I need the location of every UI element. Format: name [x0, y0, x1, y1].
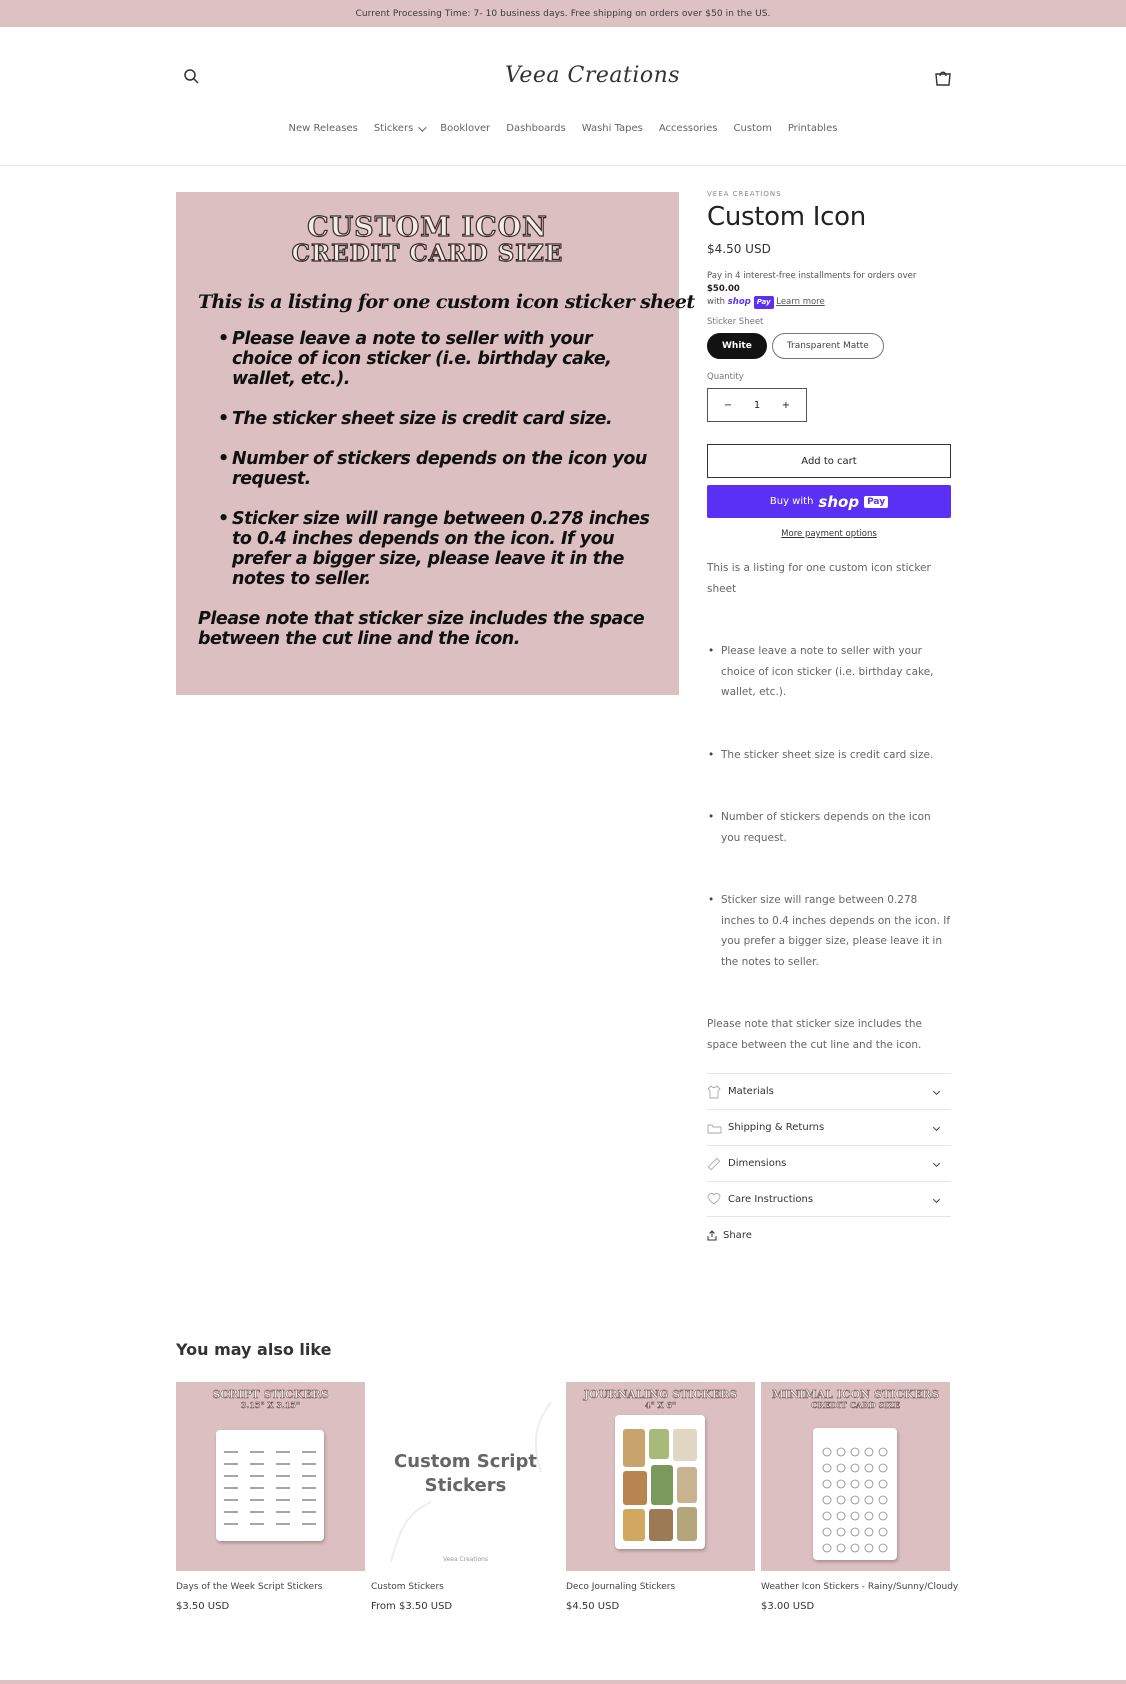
product-card-price: $3.50 USD — [176, 1601, 230, 1612]
description-note: Please note that sticker size includes the space between the cut line and the icon. — [707, 1018, 922, 1051]
hero-note: Please note that sticker size includes the space between the cut line and the icon. — [198, 609, 645, 649]
card-image-heading: Custom Script Stickers — [394, 1451, 537, 1496]
search-icon[interactable] — [182, 67, 202, 87]
nav-accessories[interactable]: Accessories — [658, 123, 718, 134]
hero-bullet: • Please leave a note to seller with your choice of icon sticker (i.e. birthday cake, wallet, etc.). — [232, 329, 657, 389]
description-intro: This is a listing for one custom icon sticker sheet — [707, 562, 931, 595]
more-payment-options-link[interactable]: More payment options — [781, 529, 877, 539]
announcement-text: Current Processing Time: 7- 10 business days. Free shipping on orders over $50 in the US. — [355, 8, 771, 19]
product-card-image[interactable] — [761, 1382, 950, 1571]
product-accordions — [707, 1073, 951, 1217]
quantity-stepper — [707, 388, 807, 422]
site-logo[interactable]: Veea Creations — [505, 63, 681, 88]
product-card[interactable] — [761, 1382, 959, 1612]
cart-icon[interactable] — [932, 67, 954, 89]
ruler-icon — [707, 1157, 722, 1171]
quantity-label: Quantity — [707, 372, 744, 382]
shirt-icon — [707, 1085, 722, 1099]
card-image-heading: SCRIPT STICKERS 3.15" X 3.15" — [212, 1388, 329, 1410]
description-bullet: • Sticker size will range between 0.278 inches to 0.4 inches depends on the icon. If you prefer a bigger size, please leave it in the notes to seller. — [721, 890, 951, 972]
nav-booklover[interactable]: Booklover — [440, 123, 491, 134]
chevron-down-icon — [933, 1088, 940, 1095]
site-header — [0, 27, 1126, 166]
product-card[interactable] — [176, 1382, 365, 1612]
product-card-name[interactable]: Custom Stickers — [371, 1582, 444, 1592]
add-to-cart-button[interactable]: Add to cart — [707, 444, 951, 478]
related-title: You may also like — [176, 1340, 332, 1359]
accordion-care-instructions[interactable]: Care Instructions — [707, 1181, 951, 1217]
sticker-sheet-image — [813, 1428, 897, 1560]
chevron-down-icon — [933, 1124, 940, 1131]
product-image[interactable] — [176, 192, 695, 695]
product-card[interactable] — [566, 1382, 755, 1612]
chevron-down-icon — [418, 123, 426, 131]
option-label: Sticker Sheet — [707, 317, 764, 327]
vendor: VEEA CREATIONS — [707, 190, 782, 198]
quantity-decrease-button[interactable]: − — [723, 399, 733, 411]
product-card-image[interactable] — [176, 1382, 365, 1571]
product-card-name[interactable]: Deco Journaling Stickers — [566, 1582, 676, 1592]
announcement-bar — [0, 0, 1126, 27]
heart-icon — [707, 1192, 722, 1206]
sticker-sheet-image — [216, 1430, 324, 1541]
description-bullet: • The sticker sheet size is credit card size. — [721, 745, 951, 766]
accordion-dimensions[interactable]: Dimensions — [707, 1145, 951, 1181]
nav-stickers[interactable]: Stickers — [366, 123, 432, 134]
card-image-heading: JOURNALING STICKERS 4" X 6" — [583, 1388, 738, 1410]
product-description — [707, 558, 951, 1055]
hero-intro: This is a listing for one custom icon sticker sheet — [198, 291, 695, 313]
learn-more-link[interactable]: Learn more — [776, 297, 825, 307]
description-bullet: • Please leave a note to seller with your choice of icon sticker (i.e. birthday cake, wallet, etc.). — [721, 641, 951, 703]
share-button[interactable]: Share — [707, 1230, 752, 1241]
hero-bullets — [198, 329, 657, 589]
product-info — [707, 190, 951, 1055]
description-bullet: • Number of stickers depends on the icon you request. — [721, 807, 951, 848]
product-card[interactable] — [371, 1382, 560, 1612]
hero-bullet: • Number of stickers depends on the icon you request. — [232, 449, 657, 489]
nav-printables[interactable]: Printables — [787, 123, 838, 134]
hero-bullet: • Sticker size will range between 0.278 inches to 0.4 inches depends on the icon. If you prefer a bigger size, please leave it in the notes to seller. — [232, 509, 657, 589]
product-price: $4.50 USD — [707, 242, 771, 256]
product-card-price: $4.50 USD — [566, 1601, 620, 1612]
nav-custom[interactable]: Custom — [733, 123, 772, 134]
quantity-increase-button[interactable]: + — [781, 399, 791, 411]
product-card-price: From $3.50 USD — [371, 1601, 453, 1612]
truck-icon — [707, 1121, 722, 1135]
accordion-materials[interactable]: Materials — [707, 1073, 951, 1109]
hero-bullet: • The sticker sheet size is credit card size. — [232, 409, 657, 429]
installments-info: Pay in 4 interest-free installments for orders over $50.00 with shop Pay Learn more — [707, 271, 917, 307]
quantity-input[interactable]: 1 — [753, 399, 761, 411]
chevron-down-icon — [933, 1160, 940, 1167]
option-transparent-matte[interactable]: Transparent Matte — [772, 333, 884, 359]
footer-bar — [0, 1680, 1126, 1684]
related-products — [176, 1382, 959, 1612]
sticker-sheet-image — [615, 1415, 705, 1549]
product-card-name[interactable]: Weather Icon Stickers - Rainy/Sunny/Cloudy — [761, 1582, 959, 1592]
buy-with-shop-pay-button[interactable]: Buy with shop Pay — [707, 485, 951, 518]
option-pills — [707, 333, 951, 359]
card-image-heading: MINIMAL ICON STICKERS CREDIT CARD SIZE — [771, 1388, 940, 1410]
nav-new-releases[interactable]: New Releases — [288, 123, 358, 134]
share-icon — [707, 1230, 717, 1241]
product-card-image[interactable] — [566, 1382, 755, 1571]
main-nav — [0, 123, 1126, 134]
nav-dashboards[interactable]: Dashboards — [506, 123, 566, 134]
product-card-price: $3.00 USD — [761, 1601, 815, 1612]
product-card-name[interactable]: Days of the Week Script Stickers — [176, 1582, 323, 1592]
nav-washi-tapes[interactable]: Washi Tapes — [581, 123, 643, 134]
accordion-shipping-returns[interactable]: Shipping & Returns — [707, 1109, 951, 1145]
card-image-brand: Veea Creations — [442, 1556, 489, 1563]
product-card-image[interactable] — [371, 1382, 560, 1571]
chevron-down-icon — [933, 1195, 940, 1202]
hero-title: CUSTOM ICON CREDIT CARD SIZE — [291, 212, 564, 267]
option-white[interactable]: White — [707, 333, 767, 359]
product-title: Custom Icon — [707, 202, 866, 232]
shop-pay-logo: shop Pay — [728, 297, 774, 307]
